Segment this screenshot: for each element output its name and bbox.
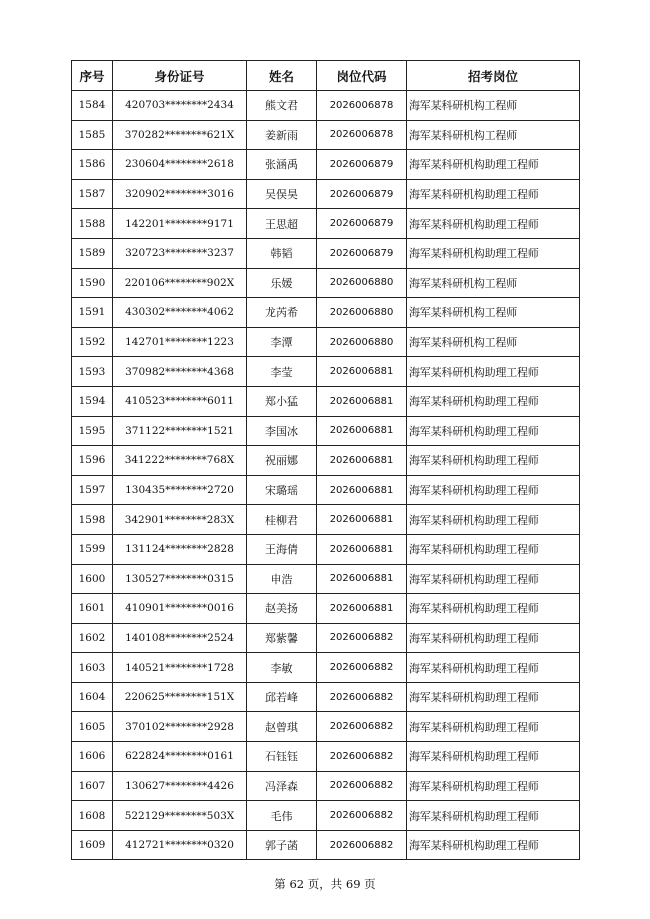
cell-index: 1602: [72, 623, 113, 653]
cell-post: 海军某科研机构助理工程师: [407, 150, 580, 180]
cell-id-number: 130627********4426: [113, 771, 247, 801]
cell-post-code: 2026006881: [317, 594, 407, 624]
cell-post-code: 2026006881: [317, 357, 407, 387]
table-row: [72, 179, 580, 209]
cell-index: 1584: [72, 91, 113, 121]
cell-post: 海军某科研机构助理工程师: [407, 386, 580, 416]
cell-index: 1590: [72, 268, 113, 298]
cell-post: 海军某科研机构助理工程师: [407, 416, 580, 446]
cell-id-number: 131124********2828: [113, 534, 247, 564]
table-row: [72, 623, 580, 653]
cell-name: 张涵禹: [247, 150, 317, 180]
cell-name: 韩韬: [247, 238, 317, 268]
cell-index: 1596: [72, 446, 113, 476]
header-name: 姓名: [247, 61, 317, 91]
cell-post-code: 2026006881: [317, 446, 407, 476]
cell-id-number: 320902********3016: [113, 179, 247, 209]
cell-index: 1600: [72, 564, 113, 594]
cell-index: 1609: [72, 830, 113, 860]
cell-index: 1606: [72, 742, 113, 772]
table-row: [72, 238, 580, 268]
cell-post-code: 2026006881: [317, 505, 407, 535]
table-row: [72, 386, 580, 416]
cell-index: 1587: [72, 179, 113, 209]
cell-index: 1599: [72, 534, 113, 564]
cell-id-number: 430302********4062: [113, 298, 247, 328]
cell-name: 姜新雨: [247, 120, 317, 150]
cell-post: 海军某科研机构助理工程师: [407, 357, 580, 387]
cell-post-code: 2026006882: [317, 771, 407, 801]
cell-name: 吴俣昊: [247, 179, 317, 209]
cell-id-number: 371122********1521: [113, 416, 247, 446]
cell-index: 1597: [72, 475, 113, 505]
cell-post-code: 2026006881: [317, 475, 407, 505]
cell-post: 海军某科研机构助理工程师: [407, 742, 580, 772]
cell-id-number: 370102********2928: [113, 712, 247, 742]
cell-name: 李莹: [247, 357, 317, 387]
cell-post: 海军某科研机构工程师: [407, 91, 580, 121]
cell-name: 冯泽森: [247, 771, 317, 801]
cell-post: 海军某科研机构助理工程师: [407, 475, 580, 505]
cell-post: 海军某科研机构工程师: [407, 120, 580, 150]
table-row: [72, 801, 580, 831]
cell-post-code: 2026006878: [317, 91, 407, 121]
cell-post: 海军某科研机构助理工程师: [407, 830, 580, 860]
cell-post-code: 2026006882: [317, 742, 407, 772]
header-post-code: 岗位代码: [317, 61, 407, 91]
cell-name: 乐媛: [247, 268, 317, 298]
cell-name: 王思超: [247, 209, 317, 239]
cell-post: 海军某科研机构工程师: [407, 298, 580, 328]
cell-index: 1592: [72, 327, 113, 357]
cell-post-code: 2026006880: [317, 268, 407, 298]
cell-name: 申浩: [247, 564, 317, 594]
cell-id-number: 341222********768X: [113, 446, 247, 476]
cell-id-number: 142201********9171: [113, 209, 247, 239]
cell-post-code: 2026006879: [317, 179, 407, 209]
cell-name: 石钰钰: [247, 742, 317, 772]
cell-id-number: 522129********503X: [113, 801, 247, 831]
table-row: [72, 771, 580, 801]
cell-post-code: 2026006881: [317, 416, 407, 446]
cell-index: 1588: [72, 209, 113, 239]
cell-name: 李敏: [247, 653, 317, 683]
table-row: [72, 742, 580, 772]
cell-index: 1595: [72, 416, 113, 446]
table-row: [72, 564, 580, 594]
cell-post: 海军某科研机构助理工程师: [407, 653, 580, 683]
cell-name: 宋璐瑶: [247, 475, 317, 505]
cell-index: 1603: [72, 653, 113, 683]
cell-id-number: 410523********6011: [113, 386, 247, 416]
table-header-row: [72, 61, 580, 91]
cell-post-code: 2026006879: [317, 209, 407, 239]
cell-post: 海军某科研机构助理工程师: [407, 446, 580, 476]
page-number: 第 62 页，共 69 页: [274, 877, 376, 891]
cell-id-number: 412721********0320: [113, 830, 247, 860]
cell-post: 海军某科研机构助理工程师: [407, 623, 580, 653]
cell-name: 郑紫馨: [247, 623, 317, 653]
table-row: [72, 712, 580, 742]
cell-name: 祝丽娜: [247, 446, 317, 476]
cell-post: 海军某科研机构工程师: [407, 327, 580, 357]
table-row: [72, 505, 580, 535]
cell-id-number: 220625********151X: [113, 682, 247, 712]
cell-post: 海军某科研机构助理工程师: [407, 564, 580, 594]
cell-id-number: 220106********902X: [113, 268, 247, 298]
cell-post-code: 2026006882: [317, 682, 407, 712]
cell-index: 1598: [72, 505, 113, 535]
cell-name: 邱若峰: [247, 682, 317, 712]
cell-post-code: 2026006878: [317, 120, 407, 150]
cell-post-code: 2026006881: [317, 534, 407, 564]
table-row: [72, 594, 580, 624]
cell-name: 熊文君: [247, 91, 317, 121]
table-body: [72, 91, 580, 860]
table-row: [72, 830, 580, 860]
cell-index: 1601: [72, 594, 113, 624]
cell-post: 海军某科研机构助理工程师: [407, 505, 580, 535]
cell-post: 海军某科研机构助理工程师: [407, 801, 580, 831]
cell-id-number: 320723********3237: [113, 238, 247, 268]
cell-name: 龙芮希: [247, 298, 317, 328]
cell-post-code: 2026006879: [317, 238, 407, 268]
cell-post: 海军某科研机构助理工程师: [407, 712, 580, 742]
table-row: [72, 534, 580, 564]
table-row: [72, 682, 580, 712]
cell-id-number: 130435********2720: [113, 475, 247, 505]
cell-post: 海军某科研机构助理工程师: [407, 238, 580, 268]
table-row: [72, 120, 580, 150]
cell-post-code: 2026006882: [317, 801, 407, 831]
cell-id-number: 622824********0161: [113, 742, 247, 772]
cell-index: 1586: [72, 150, 113, 180]
cell-post-code: 2026006882: [317, 623, 407, 653]
cell-index: 1593: [72, 357, 113, 387]
cell-post-code: 2026006879: [317, 150, 407, 180]
cell-index: 1604: [72, 682, 113, 712]
cell-post-code: 2026006880: [317, 327, 407, 357]
cell-id-number: 140521********1728: [113, 653, 247, 683]
cell-id-number: 370282********621X: [113, 120, 247, 150]
cell-name: 李国冰: [247, 416, 317, 446]
cell-post: 海军某科研机构助理工程师: [407, 682, 580, 712]
cell-name: 王海倩: [247, 534, 317, 564]
table-row: [72, 416, 580, 446]
cell-index: 1585: [72, 120, 113, 150]
cell-post-code: 2026006882: [317, 653, 407, 683]
table-row: [72, 91, 580, 121]
cell-index: 1594: [72, 386, 113, 416]
header-post: 招考岗位: [407, 61, 580, 91]
candidate-table: [71, 60, 580, 860]
cell-post: 海军某科研机构助理工程师: [407, 594, 580, 624]
table-row: [72, 475, 580, 505]
cell-index: 1605: [72, 712, 113, 742]
cell-post-code: 2026006882: [317, 712, 407, 742]
cell-name: 赵美扬: [247, 594, 317, 624]
table-row: [72, 209, 580, 239]
cell-post: 海军某科研机构助理工程师: [407, 771, 580, 801]
cell-index: 1607: [72, 771, 113, 801]
cell-name: 赵曾琪: [247, 712, 317, 742]
cell-post: 海军某科研机构助理工程师: [407, 179, 580, 209]
table-row: [72, 327, 580, 357]
cell-post-code: 2026006881: [317, 386, 407, 416]
cell-id-number: 142701********1223: [113, 327, 247, 357]
cell-id-number: 370982********4368: [113, 357, 247, 387]
table-row: [72, 653, 580, 683]
cell-name: 毛伟: [247, 801, 317, 831]
cell-id-number: 420703********2434: [113, 91, 247, 121]
header-id-number: 身份证号: [113, 61, 247, 91]
cell-index: 1608: [72, 801, 113, 831]
table-row: [72, 298, 580, 328]
table-row: [72, 446, 580, 476]
cell-post-code: 2026006881: [317, 564, 407, 594]
table-row: [72, 268, 580, 298]
cell-post-code: 2026006882: [317, 830, 407, 860]
cell-name: 李潭: [247, 327, 317, 357]
cell-name: 郑小猛: [247, 386, 317, 416]
cell-post: 海军某科研机构助理工程师: [407, 534, 580, 564]
table-row: [72, 357, 580, 387]
cell-name: 桂柳君: [247, 505, 317, 535]
cell-index: 1591: [72, 298, 113, 328]
cell-post-code: 2026006880: [317, 298, 407, 328]
cell-index: 1589: [72, 238, 113, 268]
cell-id-number: 410901********0016: [113, 594, 247, 624]
table-row: [72, 150, 580, 180]
cell-id-number: 342901********283X: [113, 505, 247, 535]
header-index: 序号: [72, 61, 113, 91]
cell-id-number: 230604********2618: [113, 150, 247, 180]
cell-name: 郭子菡: [247, 830, 317, 860]
cell-id-number: 140108********2524: [113, 623, 247, 653]
cell-id-number: 130527********0315: [113, 564, 247, 594]
cell-post: 海军某科研机构工程师: [407, 268, 580, 298]
cell-post: 海军某科研机构助理工程师: [407, 209, 580, 239]
